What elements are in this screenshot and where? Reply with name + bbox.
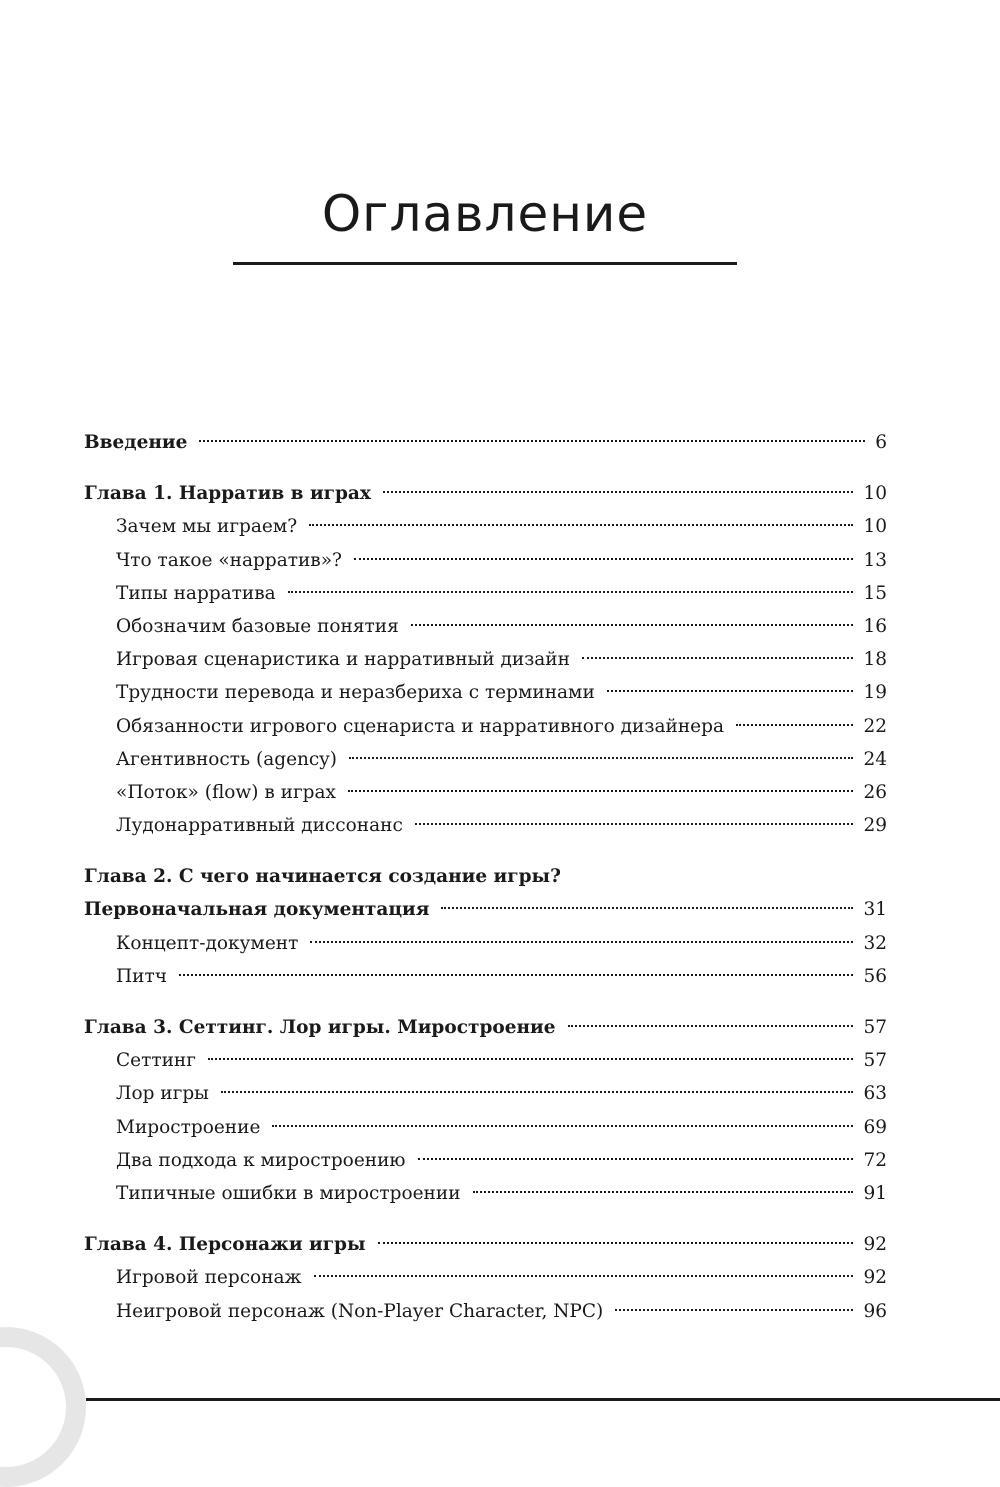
toc-page-number: 63 <box>863 1083 887 1105</box>
title-underline <box>233 262 737 265</box>
toc-entry-section[interactable] <box>84 776 887 809</box>
dot-leader <box>288 591 854 593</box>
dot-leader <box>314 1275 854 1277</box>
dot-leader <box>607 690 854 692</box>
toc-entry-label: Игровой персонаж <box>116 1267 302 1289</box>
toc-page-number: 18 <box>863 649 887 671</box>
toc-entry-label: Концепт-документ <box>116 932 299 954</box>
toc-entry-label: Лудонарративный диссонанс <box>116 815 403 837</box>
toc-entry-label: Зачем мы играем? <box>116 516 298 538</box>
toc-entry-section[interactable] <box>84 960 887 993</box>
dot-leader <box>411 624 854 626</box>
toc-page-number: 92 <box>863 1267 887 1289</box>
toc-page-number: 92 <box>863 1234 887 1256</box>
toc-entry-label: Трудности перевода и неразбериха с терминами <box>116 682 595 704</box>
toc-page-number: 29 <box>863 815 887 837</box>
toc-entry-section[interactable] <box>84 1044 887 1077</box>
toc-entry-label: Глава 3. Сеттинг. Лор игры. Миростроение <box>84 1017 556 1038</box>
toc-page-number: 56 <box>863 965 887 987</box>
toc-entry-label: Неигровой персонаж (Non-Player Character, NPC) <box>116 1300 604 1322</box>
toc-entry-section[interactable] <box>84 544 887 577</box>
dot-leader <box>348 790 853 792</box>
toc-entry-label: Агентивность (agency) <box>116 748 337 770</box>
toc-page-number: 19 <box>863 682 887 704</box>
dot-leader <box>349 757 853 759</box>
dot-leader <box>378 1242 854 1244</box>
dot-leader <box>615 1309 853 1311</box>
toc-entry-section[interactable] <box>84 676 887 709</box>
dot-leader <box>208 1058 854 1060</box>
dot-leader <box>179 974 854 976</box>
toc-entry-section[interactable] <box>84 1077 887 1110</box>
dot-leader <box>736 724 853 726</box>
toc-entry-section[interactable] <box>84 809 887 842</box>
toc-page-number: 96 <box>863 1300 887 1322</box>
dot-leader <box>199 440 865 442</box>
toc-entry-section[interactable] <box>84 610 887 643</box>
toc-entry-label: Обозначим базовые понятия <box>116 615 399 637</box>
toc-entry-section[interactable] <box>84 643 887 676</box>
toc-page-number: 22 <box>863 715 887 737</box>
dot-leader <box>221 1091 854 1093</box>
toc-entry-section[interactable] <box>84 927 887 960</box>
toc-page-number: 13 <box>863 549 887 571</box>
toc-entry-label: Глава 4. Персонажи игры <box>84 1234 366 1256</box>
toc-entry-label: Миростроение <box>116 1116 261 1138</box>
toc-entry-chapter-3[interactable] <box>84 1011 887 1044</box>
dot-leader <box>418 1158 854 1160</box>
toc-entry-section[interactable] <box>84 1295 887 1328</box>
toc-page-number: 31 <box>863 899 887 921</box>
toc-entry-section[interactable] <box>84 510 887 543</box>
toc-entry-label: Лор игры <box>116 1083 209 1105</box>
dot-leader <box>473 1191 854 1193</box>
dot-leader <box>354 558 853 560</box>
toc-entry-label: Что такое «нарратив»? <box>116 549 342 571</box>
toc-entry-label: Типичные ошибки в миростроении <box>116 1182 461 1204</box>
toc-entry-intro[interactable] <box>84 426 887 459</box>
page-title: Оглавление <box>321 185 649 243</box>
dot-leader <box>568 1025 854 1027</box>
toc-page-number: 24 <box>863 748 887 770</box>
toc-entry-chapter-1[interactable] <box>84 477 887 510</box>
toc-entry-section[interactable] <box>84 577 887 610</box>
toc-entry-label: Питч <box>116 965 167 987</box>
toc-page-number: 32 <box>863 932 887 954</box>
toc-page-number: 57 <box>863 1050 887 1072</box>
dot-leader <box>441 907 853 909</box>
toc-entry-section[interactable] <box>84 1261 887 1294</box>
dot-leader <box>310 941 853 943</box>
footer-rule <box>86 1398 1000 1401</box>
dot-leader <box>582 657 853 659</box>
toc-entry-label: Типы нарратива <box>116 582 276 604</box>
toc-page-number: 15 <box>863 582 887 604</box>
toc-page-number: 72 <box>863 1149 887 1171</box>
toc-entry-label: «Поток» (flow) в играх <box>116 781 336 803</box>
toc-entry-label: Игровая сценаристика и нарративный дизайн <box>116 649 570 671</box>
toc-entry-chapter-2[interactable] <box>84 893 887 926</box>
toc-entry-section[interactable] <box>84 1144 887 1177</box>
toc-entry-label: Введение <box>84 432 188 453</box>
toc-entry-chapter-4[interactable] <box>84 1228 887 1261</box>
toc-entry-section[interactable] <box>84 1111 887 1144</box>
toc-page-number: 57 <box>863 1017 887 1038</box>
table-of-contents <box>84 426 887 1328</box>
toc-page-number: 10 <box>863 516 887 538</box>
dot-leader <box>272 1125 853 1127</box>
toc-page-number: 26 <box>863 781 887 803</box>
toc-entry-label: Глава 2. С чего начинается создание игры? <box>84 866 561 888</box>
dot-leader <box>383 491 854 493</box>
toc-page-number: 6 <box>875 432 887 453</box>
toc-entry-chapter-2-line1[interactable] <box>84 860 887 893</box>
toc-entry-label: Сеттинг <box>116 1050 196 1072</box>
toc-page-number: 91 <box>863 1182 887 1204</box>
page-corner-mark <box>0 1327 86 1487</box>
dot-leader <box>309 524 853 526</box>
toc-page-number: 16 <box>863 615 887 637</box>
toc-entry-section[interactable] <box>84 743 887 776</box>
toc-entry-label: Два подхода к миростроению <box>116 1149 406 1171</box>
toc-entry-label: Первоначальная документация <box>84 899 430 921</box>
toc-page-number: 69 <box>863 1116 887 1138</box>
toc-entry-section[interactable] <box>84 710 887 743</box>
toc-entry-label: Глава 1. Нарратив в играх <box>84 483 371 505</box>
toc-entry-section[interactable] <box>84 1177 887 1210</box>
toc-page-number: 10 <box>863 483 887 505</box>
dot-leader <box>415 823 854 825</box>
toc-entry-label: Обязанности игрового сценариста и нарративного дизайнера <box>116 715 724 737</box>
